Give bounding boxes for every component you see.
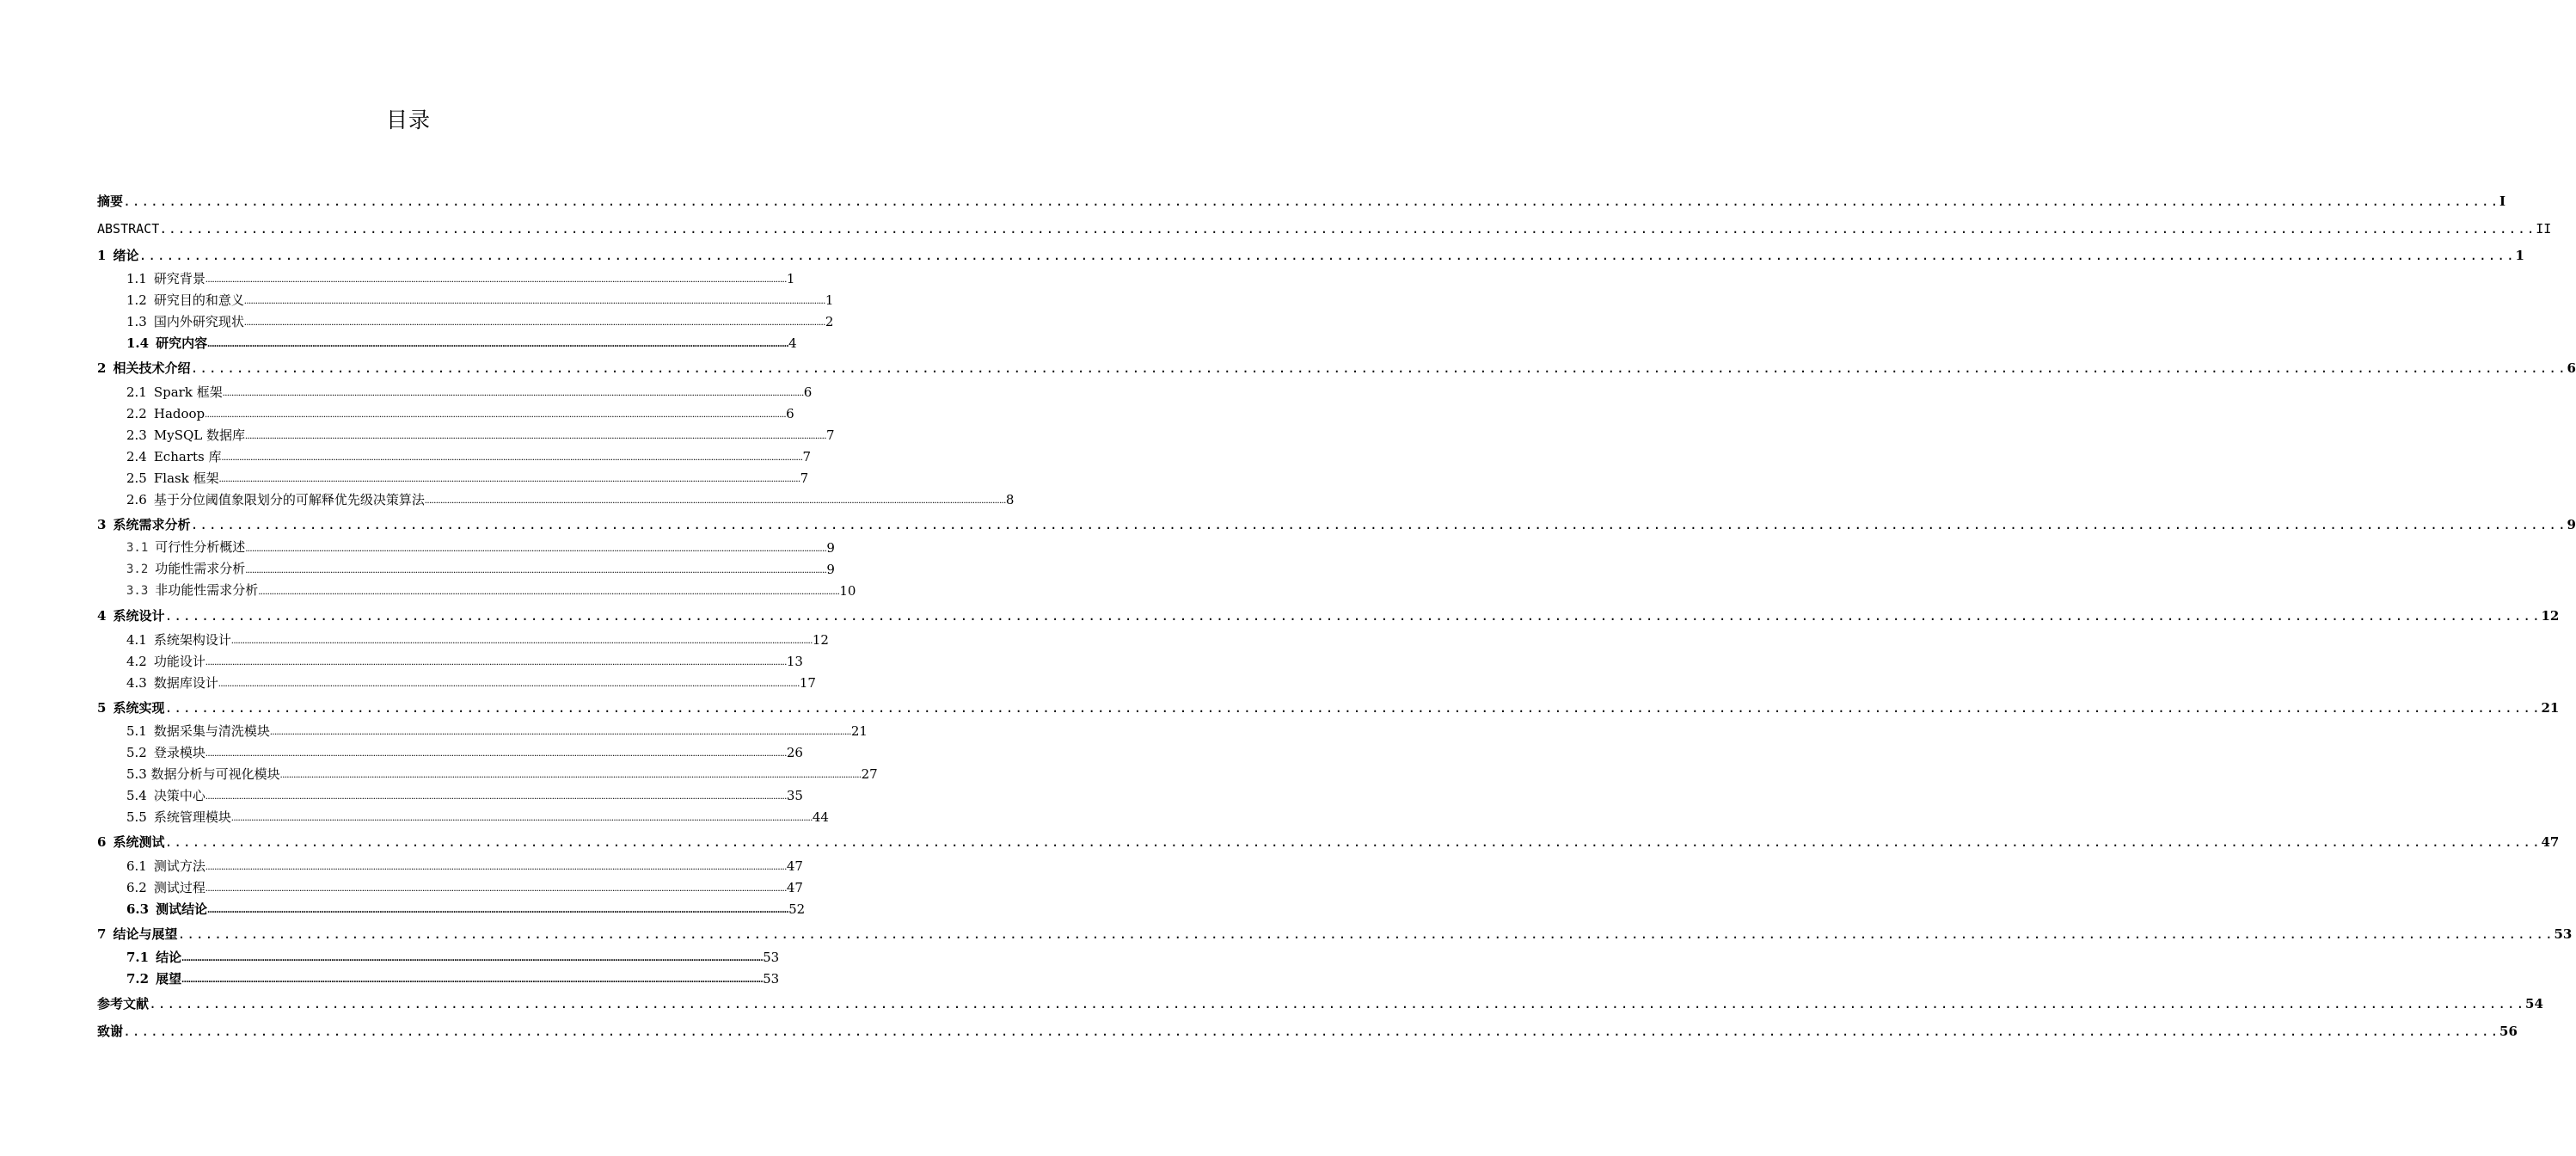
toc-entry-page: 7 <box>800 470 809 486</box>
toc-entry-chapter-2[interactable] <box>97 356 2576 377</box>
toc-entry-number: 6.1 <box>126 858 147 874</box>
toc-entry-4-1[interactable] <box>126 628 829 649</box>
toc-entry-5-1[interactable] <box>126 719 868 740</box>
toc-entry-number: 4.2 <box>126 654 147 669</box>
toc-entry-page: 9 <box>826 540 835 556</box>
dot-leader: .................................................................................................................................................................................................................................................................... <box>222 386 804 398</box>
toc-entry-chapter-3[interactable] <box>97 513 2576 533</box>
toc-entry-2-4[interactable] <box>126 445 812 465</box>
toc-entry-page: 1 <box>825 292 834 308</box>
dot-leader: .................................................................................................................................................................................................................................................................... <box>245 542 827 554</box>
dot-leader: .................................................................................................................................................................................................................................................................... <box>205 408 787 420</box>
toc-entry-text: 基于分位阈值象限划分的可解释优先级决策算法 <box>153 492 425 507</box>
toc-entry-text: 研究内容 <box>156 335 208 351</box>
toc-entry-number: 4.1 <box>126 632 147 648</box>
toc-entry-5-4[interactable] <box>126 784 803 804</box>
toc-entry-number: 2.3 <box>126 427 147 443</box>
dot-leader: .................................................................................................................................................................................................................................................................... <box>190 360 2567 376</box>
toc-entry-abstract-cn[interactable] <box>97 189 2506 210</box>
dot-leader: .................................................................................................................................................................................................................................................................... <box>221 451 803 463</box>
toc-entry-2-1[interactable] <box>126 380 813 401</box>
dot-leader: .................................................................................................................................................................................................................................................................... <box>149 996 2526 1012</box>
toc-entry-page: 53 <box>763 971 780 987</box>
toc-entry-page: 4 <box>788 335 797 351</box>
toc-entry-7-2[interactable] <box>126 967 780 987</box>
toc-entry-number: 5 <box>97 700 107 716</box>
toc-entry-text: Hadoop <box>153 406 205 421</box>
toc-entry-page: 6 <box>786 406 794 421</box>
toc-entry-chapter-4[interactable] <box>97 604 2560 624</box>
dot-leader: .................................................................................................................................................................................................................................................................... <box>138 248 2516 263</box>
toc-entry-page: I <box>2499 194 2506 209</box>
toc-entry-page: 6 <box>2567 360 2576 376</box>
toc-entry-page: 35 <box>786 788 803 803</box>
toc-entry-number: 2 <box>97 360 107 376</box>
toc-entry-2-5[interactable] <box>126 466 809 487</box>
toc-entry-5-5[interactable] <box>126 805 829 826</box>
dot-leader: .................................................................................................................................................................................................................................................................... <box>177 926 2555 942</box>
toc-entry-number: 3.1 <box>126 541 149 555</box>
toc-entry-number: 2.6 <box>126 492 147 507</box>
dot-leader: .................................................................................................................................................................................................................................................................... <box>218 472 800 484</box>
toc-entry-page: 8 <box>1005 492 1015 507</box>
toc-entry-page: 47 <box>786 880 803 895</box>
toc-entry-2-3[interactable] <box>126 423 835 444</box>
toc-entry-text: 数据采集与清洗模块 <box>153 723 270 739</box>
toc-entry-number: 7 <box>97 926 107 942</box>
dot-leader: .................................................................................................................................................................................................................................................................... <box>205 790 787 802</box>
toc-entry-page: 10 <box>839 583 856 599</box>
toc-entry-chapter-7[interactable] <box>97 922 2573 943</box>
toc-entry-text: 测试结论 <box>156 901 208 917</box>
toc-entry-1-1[interactable] <box>126 267 795 287</box>
toc-entry-page: 47 <box>2541 834 2560 850</box>
toc-entry-acknowledgements[interactable] <box>97 1019 2518 1040</box>
toc-entry-page: 9 <box>826 562 835 577</box>
toc-entry-3-1[interactable] <box>126 536 835 556</box>
toc-entry-page: 21 <box>2541 700 2560 716</box>
toc-entry-text: 功能设计 <box>153 654 205 669</box>
toc-entry-page: 7 <box>802 449 812 464</box>
toc-entry-text: 国内外研究现状 <box>153 314 244 329</box>
dot-leader: .................................................................................................................................................................................................................................................................... <box>190 517 2567 532</box>
toc-entry-6-1[interactable] <box>126 854 803 875</box>
toc-entry-7-1[interactable] <box>126 945 780 966</box>
toc-entry-text: 5.3 数据分析与可视化模块 <box>126 766 280 782</box>
dot-leader: .................................................................................................................................................................................................................................................................... <box>218 677 800 689</box>
toc-entry-number: 1.4 <box>126 335 150 351</box>
toc-entry-text: Echarts 库 <box>153 449 222 464</box>
toc-entry-page: 7 <box>826 427 835 443</box>
toc-entry-text: 测试过程 <box>153 880 205 895</box>
toc-entry-5-3[interactable] <box>126 762 878 783</box>
toc-entry-number: 2.5 <box>126 470 147 486</box>
dot-leader: .................................................................................................................................................................................................................................................................... <box>205 747 787 759</box>
toc-entry-text: ABSTRACT <box>97 221 160 237</box>
toc-entry-page: 2 <box>825 314 834 329</box>
toc-entry-number: 7.1 <box>126 950 150 965</box>
toc-entry-number: 1.2 <box>126 292 147 308</box>
toc-entry-page: II <box>2536 221 2552 237</box>
toc-entry-2-6[interactable] <box>126 488 1015 508</box>
toc-entry-text: 功能性需求分析 <box>155 561 246 576</box>
toc-entry-text: 相关技术介绍 <box>113 360 191 376</box>
toc-entry-text: 系统测试 <box>113 834 165 850</box>
toc-entry-3-2[interactable] <box>126 557 835 578</box>
dot-leader: .................................................................................................................................................................................................................................................................... <box>123 194 2500 209</box>
toc-entry-text: 非功能性需求分析 <box>155 582 259 598</box>
toc-entry-1-2[interactable] <box>126 288 834 309</box>
dot-leader: .................................................................................................................................................................................................................................................................... <box>205 882 787 894</box>
dot-leader: .................................................................................................................................................................................................................................................................... <box>279 768 862 780</box>
toc-entry-page: 44 <box>812 809 829 825</box>
toc-entry-number: 6.2 <box>126 880 147 895</box>
dot-leader: .................................................................................................................................................................................................................................................................... <box>245 429 827 441</box>
toc-entry-text: 测试方法 <box>153 858 205 874</box>
toc-entry-text: 系统实现 <box>113 700 165 716</box>
dot-leader: .................................................................................................................................................................................................................................................................... <box>164 608 2542 624</box>
toc-entry-text: 致谢 <box>97 1024 124 1039</box>
toc-entry-text: 结论与展望 <box>113 926 178 942</box>
toc-entry-number: 4 <box>97 608 107 624</box>
toc-entry-number: 3.2 <box>126 563 149 576</box>
toc-entry-2-2[interactable] <box>126 402 794 422</box>
toc-entry-number: 5.4 <box>126 788 147 803</box>
toc-entry-text: 参考文献 <box>97 996 150 1012</box>
dot-leader: .................................................................................................................................................................................................................................................................... <box>164 700 2542 716</box>
toc-entry-1-3[interactable] <box>126 310 834 330</box>
toc-entry-text: 结论 <box>156 950 182 965</box>
dot-leader: .................................................................................................................................................................................................................................................................... <box>243 316 825 328</box>
toc-entry-number: 5.5 <box>126 809 147 825</box>
toc-entry-page: 12 <box>812 632 829 648</box>
toc-entry-6-2[interactable] <box>126 876 803 896</box>
toc-entry-page: 53 <box>2554 926 2573 942</box>
toc-entry-text: Flask 框架 <box>153 470 219 486</box>
toc-entry-chapter-6[interactable] <box>97 830 2560 851</box>
dot-leader: .................................................................................................................................................................................................................................................................... <box>205 273 787 285</box>
toc-entry-text: 可行性分析概述 <box>155 539 246 555</box>
dot-leader: .................................................................................................................................................................................................................................................................... <box>230 634 813 646</box>
dot-leader: .................................................................................................................................................................................................................................................................... <box>207 337 789 349</box>
toc-entry-number: 2.1 <box>126 384 147 400</box>
dot-leader: .................................................................................................................................................................................................................................................................... <box>205 655 787 667</box>
toc-entry-number: 5.2 <box>126 745 147 760</box>
toc-entry-page: 6 <box>803 384 813 400</box>
toc-entry-page: 52 <box>788 901 806 917</box>
toc-entry-text: 决策中心 <box>153 788 205 803</box>
toc-title: 目录 <box>385 108 431 132</box>
toc-entry-chapter-5[interactable] <box>97 696 2560 716</box>
toc-entry-number: 6 <box>97 834 107 850</box>
toc-entry-text: 绪论 <box>113 248 139 263</box>
toc-entry-number: 2.4 <box>126 449 147 464</box>
toc-entry-page: 47 <box>786 858 803 874</box>
toc-entry-page: 9 <box>2567 517 2576 532</box>
toc-entry-4-3[interactable] <box>126 671 816 692</box>
toc-entry-text: 登录模块 <box>153 745 205 760</box>
toc-entry-page: 56 <box>2499 1024 2518 1039</box>
toc-entry-number: 1 <box>97 248 107 263</box>
dot-leader: .................................................................................................................................................................................................................................................................... <box>123 1024 2500 1039</box>
toc-entry-page: 13 <box>786 654 803 669</box>
toc-entry-number: 1.1 <box>126 271 147 286</box>
toc-entry-text: 系统设计 <box>113 608 165 624</box>
toc-entry-number: 5.1 <box>126 723 147 739</box>
toc-entry-4-2[interactable] <box>126 649 803 670</box>
dot-leader: .................................................................................................................................................................................................................................................................... <box>205 860 787 872</box>
toc-entry-number: 7.2 <box>126 971 150 987</box>
dot-leader: .................................................................................................................................................................................................................................................................... <box>245 563 827 575</box>
toc-entry-abstract-en[interactable] <box>97 217 2552 237</box>
dot-leader: .................................................................................................................................................................................................................................................................... <box>258 585 840 597</box>
toc-entry-number: 3.3 <box>126 584 149 598</box>
toc-entry-number: 3 <box>97 517 107 532</box>
dot-leader: .................................................................................................................................................................................................................................................................... <box>164 834 2542 850</box>
toc-entry-text: 摘要 <box>97 194 124 209</box>
dot-leader: .................................................................................................................................................................................................................................................................... <box>424 494 1006 506</box>
toc-entry-text: MySQL 数据库 <box>153 427 245 443</box>
toc-entry-number: 2.2 <box>126 406 147 421</box>
dot-leader: .................................................................................................................................................................................................................................................................... <box>207 903 789 915</box>
toc-entry-page: 54 <box>2525 996 2543 1012</box>
toc-entry-references[interactable] <box>97 992 2543 1012</box>
dot-leader: .................................................................................................................................................................................................................................................................... <box>181 951 764 963</box>
dot-leader: .................................................................................................................................................................................................................................................................... <box>181 973 764 985</box>
toc-entry-text: 研究目的和意义 <box>153 292 244 308</box>
toc-entry-page: 17 <box>799 675 816 691</box>
toc-entry-page: 27 <box>861 766 878 782</box>
toc-entry-text: 研究背景 <box>153 271 205 286</box>
toc-entry-page: 12 <box>2541 608 2560 624</box>
toc-entry-number: 6.3 <box>126 901 150 917</box>
dot-leader: .................................................................................................................................................................................................................................................................... <box>159 221 2536 237</box>
toc-entry-text: 系统架构设计 <box>153 632 231 648</box>
toc-entry-page: 26 <box>786 745 803 760</box>
toc-entry-5-2[interactable] <box>126 741 803 761</box>
toc-entry-page: 21 <box>850 723 868 739</box>
toc-entry-3-3[interactable] <box>126 579 856 600</box>
toc-entry-text: 系统需求分析 <box>113 517 191 532</box>
toc-entry-number: 4.3 <box>126 675 147 691</box>
toc-entry-text: 数据库设计 <box>153 675 218 691</box>
dot-leader: .................................................................................................................................................................................................................................................................... <box>243 294 825 306</box>
toc-entry-1-4[interactable] <box>126 331 797 352</box>
toc-entry-text: 系统管理模块 <box>153 809 231 825</box>
toc-entry-chapter-1[interactable] <box>97 243 2524 264</box>
toc-entry-page: 53 <box>763 950 780 965</box>
toc-entry-number: 1.3 <box>126 314 147 329</box>
dot-leader: .................................................................................................................................................................................................................................................................... <box>269 725 851 737</box>
toc-entry-text: Spark 框架 <box>153 384 223 400</box>
toc-entry-page: 1 <box>2515 248 2524 263</box>
dot-leader: .................................................................................................................................................................................................................................................................... <box>230 811 813 823</box>
toc-entry-6-3[interactable] <box>126 897 806 918</box>
toc-entry-text: 展望 <box>156 971 182 987</box>
toc-entry-page: 1 <box>786 271 795 286</box>
